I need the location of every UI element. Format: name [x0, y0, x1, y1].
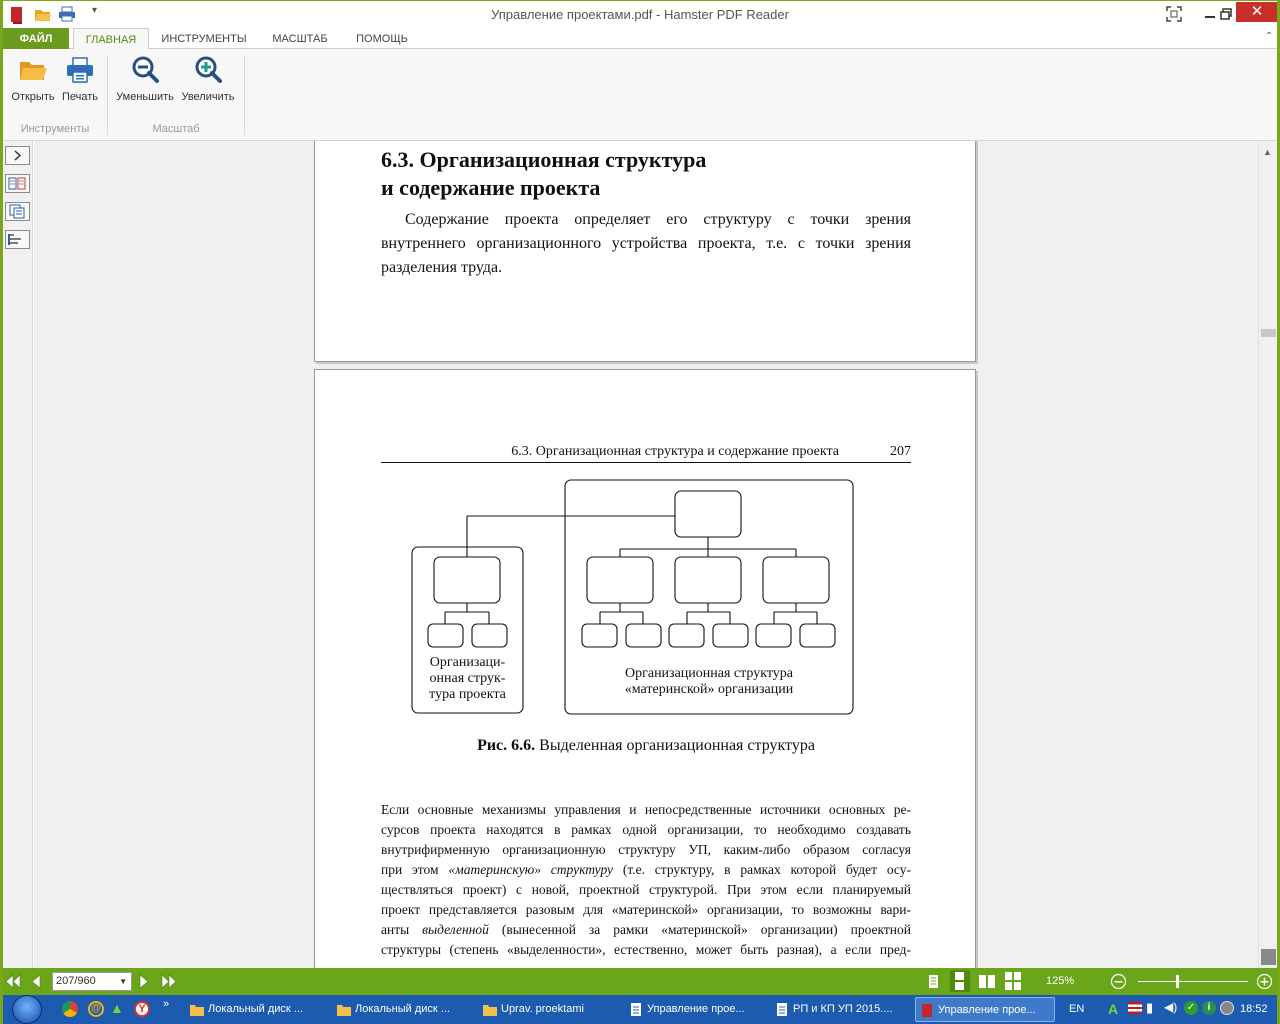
- quicklaunch-more-icon[interactable]: »: [163, 998, 170, 1010]
- last-page-icon[interactable]: [160, 974, 178, 989]
- group-scale-label: Масштаб: [152, 123, 200, 135]
- page-number-input[interactable]: 207/960 ▼: [52, 972, 132, 991]
- caption-label: Рис. 6.6.: [477, 737, 536, 754]
- taskbar: [0, 995, 1280, 1024]
- group-tools-label: Инструменты: [20, 123, 90, 135]
- taskbar-item[interactable]: РП и КП УП 2015....: [771, 997, 911, 1022]
- running-head-title: 6.3. Организационная структура и содержание проекта: [511, 444, 839, 459]
- section-heading: 6.3. Организационная структура и содержание проекта: [381, 147, 707, 200]
- pdf-page: [314, 369, 976, 968]
- bookmarks-icon: [6, 231, 29, 248]
- tab-file[interactable]: ФАЙЛ: [3, 28, 69, 49]
- zoom-out-button[interactable]: [113, 55, 177, 103]
- ribbon-collapse-icon[interactable]: ⌃: [1265, 31, 1274, 42]
- info-icon[interactable]: i: [1202, 1001, 1216, 1015]
- yandex-browser-icon[interactable]: Y: [134, 1001, 150, 1017]
- print-label: Печать: [61, 91, 99, 103]
- pdf-page: [314, 141, 976, 362]
- thumbnails-button[interactable]: [5, 174, 30, 193]
- scroll-thumb[interactable]: [1261, 329, 1276, 337]
- two-pages-icon[interactable]: [978, 974, 996, 989]
- figure-caption: [315, 737, 977, 755]
- taskbar-item[interactable]: Локальный диск ...: [186, 997, 328, 1022]
- language-indicator[interactable]: EN: [1069, 1003, 1085, 1015]
- ribbon-separator: [244, 55, 245, 135]
- two-pages-continuous-icon[interactable]: [1004, 972, 1022, 991]
- scroll-up-icon[interactable]: ▲: [1263, 147, 1272, 157]
- quick-access-dropdown-icon[interactable]: ▾: [92, 5, 98, 16]
- network-icon[interactable]: ▮: [1146, 1000, 1154, 1015]
- zoom-level: 125%: [1046, 975, 1075, 987]
- torrent-icon[interactable]: ▲: [110, 1000, 124, 1016]
- volume-icon[interactable]: ◀): [1164, 1000, 1178, 1014]
- pages-icon: [6, 203, 29, 220]
- print-button[interactable]: [57, 55, 103, 103]
- bookmarks-button[interactable]: [5, 230, 30, 249]
- tab-tools[interactable]: ИНСТРУМЕНТЫ: [161, 33, 247, 45]
- project-structure-label: Организаци- онная струк- тура проекта: [429, 655, 506, 702]
- taskbar-item[interactable]: Uprav. proektami: [479, 997, 621, 1022]
- title-bar: [0, 0, 1280, 28]
- pdf-reader-icon: [920, 1004, 934, 1017]
- open-label: Открыть: [11, 91, 55, 103]
- prev-page-icon[interactable]: [30, 974, 42, 989]
- open-button[interactable]: [8, 55, 58, 103]
- first-page-icon[interactable]: [4, 974, 22, 989]
- zoom-in-icon: [193, 55, 223, 85]
- left-panel: [3, 141, 33, 968]
- ribbon: [3, 49, 1277, 141]
- caption-text: Выделенная организационная структура: [539, 737, 815, 754]
- section-paragraph: Содержание проекта определяет его структуру с точки зрения внутреннего организационного устройства проекта, т.е. с точки зрения разделения труда.: [381, 211, 911, 276]
- org-structure-diagram: [315, 370, 977, 770]
- expand-panel-button[interactable]: [5, 146, 30, 165]
- vertical-scrollbar[interactable]: [1258, 141, 1277, 968]
- ribbon-tabs: [3, 28, 1277, 49]
- taskbar-item-active[interactable]: Управление прое...: [915, 997, 1055, 1022]
- parent-structure-label: Организационная структура «материнской» организации: [624, 666, 794, 697]
- tab-scale[interactable]: МАСШТАБ: [272, 33, 328, 45]
- fullscreen-icon[interactable]: [1158, 3, 1190, 25]
- zoom-slider-track[interactable]: [1138, 981, 1248, 982]
- zoom-slider-thumb[interactable]: [1176, 975, 1179, 988]
- document-icon: [775, 1003, 789, 1016]
- continuous-view-button[interactable]: [950, 970, 970, 992]
- next-page-icon[interactable]: [138, 974, 150, 989]
- start-button[interactable]: [12, 995, 42, 1024]
- tray-disc-icon[interactable]: [1220, 1001, 1234, 1015]
- thumbnails-icon: [6, 175, 29, 192]
- clock: 18:52: [1240, 1003, 1268, 1015]
- zoom-out-label: Уменьшить: [116, 91, 174, 103]
- top-manager-box: [675, 491, 741, 537]
- zoom-out-icon: [130, 55, 160, 85]
- email-icon[interactable]: @: [88, 1001, 104, 1017]
- continuous-view-icon: [954, 972, 966, 990]
- taskbar-item[interactable]: Локальный диск ...: [333, 997, 475, 1022]
- flag-icon[interactable]: [1128, 1002, 1142, 1014]
- folder-icon: [337, 1003, 351, 1016]
- folder-icon: [190, 1003, 204, 1016]
- document-icon: [629, 1003, 643, 1016]
- folder-icon: [483, 1003, 497, 1016]
- tab-help[interactable]: ПОМОЩЬ: [356, 33, 408, 45]
- document-viewer[interactable]: [34, 141, 1258, 968]
- taskbar-item[interactable]: Управление прое...: [625, 997, 767, 1022]
- window-title: Управление проектами.pdf - Hamster PDF Reader: [491, 7, 789, 22]
- body-text: Если основные механизмы управления и непосредственные источники основных ре- сурсов проекта находятся в рамках одной организации, то необходимо создавать внутрифирменную организационную структуру УП, каким-либо образом согласуя при этом «материнскую» структуру (т.е. структуру, в рамках которой будет осу- ществляться проект) с новой, проектной структурой. При этом если планируемый проект представляется разовым для «материнской» организации, то возможны вари- анты выделенной (вынесенной за рамки «материнской» организации) проектной структуры (степень «выделенности», естественно, может быть разная), а если пред-: [381, 802, 911, 957]
- tray-app-icon[interactable]: A: [1108, 1001, 1119, 1017]
- page-dropdown-icon[interactable]: ▼: [119, 977, 127, 986]
- zoom-minus-icon[interactable]: [1110, 973, 1127, 990]
- zoom-in-label: Увеличить: [181, 91, 235, 103]
- close-icon[interactable]: ✕: [1236, 2, 1278, 22]
- tab-home[interactable]: ГЛАВНАЯ: [73, 28, 149, 50]
- single-page-icon[interactable]: [928, 974, 940, 989]
- status-bar: [0, 968, 1280, 995]
- check-icon[interactable]: ✓: [1184, 1001, 1198, 1015]
- zoom-plus-icon[interactable]: [1256, 973, 1273, 990]
- page-number: 207: [890, 444, 911, 459]
- folder-icon: [18, 55, 48, 85]
- pages-button[interactable]: [5, 202, 30, 221]
- chrome-icon[interactable]: [62, 1001, 78, 1017]
- scroll-down-area[interactable]: [1261, 949, 1276, 965]
- printer-icon: [65, 55, 95, 85]
- chevron-right-icon: [6, 147, 29, 164]
- zoom-in-button[interactable]: [177, 55, 239, 103]
